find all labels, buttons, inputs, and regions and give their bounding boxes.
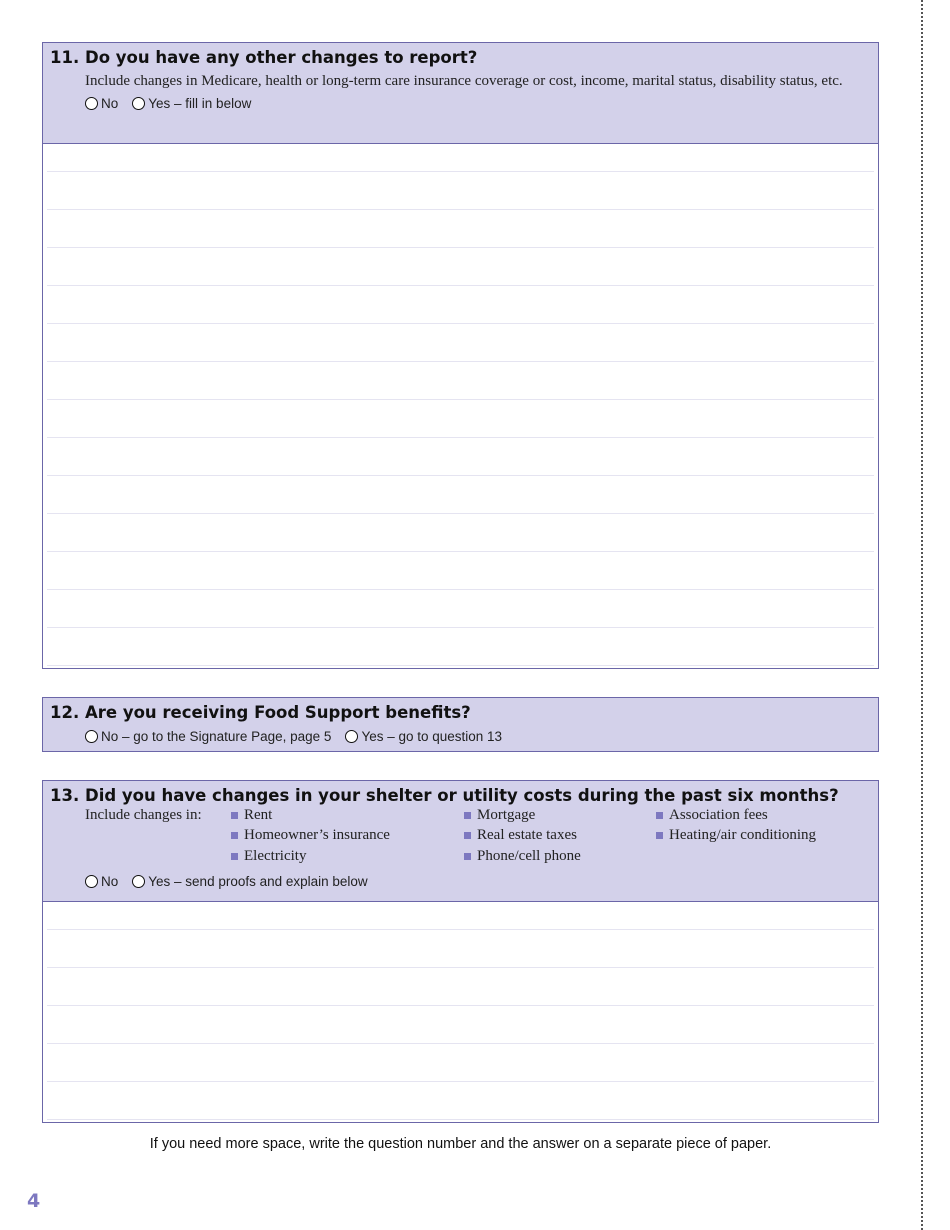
list-item	[656, 827, 816, 844]
option-no[interactable]	[85, 729, 331, 744]
change-types-list	[50, 807, 870, 869]
page-number: 4	[27, 1190, 41, 1212]
option-label: Yes – fill in below	[148, 95, 252, 111]
answer-line[interactable]	[47, 628, 874, 666]
question-11-description: Include changes in Medicare, health or long-term care insurance coverage or cost, income, marital status, disability status, etc.	[85, 73, 843, 89]
perforation-line	[921, 0, 923, 1230]
option-no[interactable]	[85, 96, 118, 111]
list-item	[231, 827, 390, 844]
bullet-square-icon	[231, 853, 238, 860]
answer-line[interactable]	[47, 552, 874, 590]
list-item	[464, 807, 535, 824]
answer-line[interactable]	[47, 286, 874, 324]
bullet-square-icon	[464, 812, 471, 819]
question-13-section	[42, 780, 879, 1123]
question-11-title-row	[50, 47, 870, 69]
footer-note: If you need more space, write the question number and the answer on a separate piece of paper.	[149, 1136, 772, 1152]
answer-line[interactable]	[47, 324, 874, 362]
question-11-options	[85, 91, 870, 115]
list-item	[656, 807, 768, 824]
item-label: Mortgage	[477, 807, 536, 823]
item-label: Electricity	[244, 848, 307, 864]
item-label: Homeowner’s insurance	[244, 827, 390, 843]
bullet-square-icon	[231, 812, 238, 819]
bullet-square-icon	[656, 812, 663, 819]
radio-button[interactable]	[345, 730, 358, 743]
question-11-section	[42, 42, 879, 669]
answer-line[interactable]	[47, 248, 874, 286]
option-yes[interactable]	[345, 729, 502, 744]
question-number: 11.	[50, 48, 80, 67]
question-number: 13.	[50, 786, 80, 805]
item-label: Rent	[244, 807, 273, 823]
answer-line[interactable]	[47, 1006, 874, 1044]
question-13-title-row	[50, 785, 870, 807]
question-12-header	[43, 698, 878, 751]
option-yes[interactable]	[132, 874, 367, 889]
radio-button[interactable]	[132, 97, 145, 110]
list-item	[231, 848, 306, 865]
list-item	[464, 848, 581, 865]
answer-line[interactable]	[47, 438, 874, 476]
bullet-square-icon	[656, 832, 663, 839]
answer-line[interactable]	[47, 476, 874, 514]
option-label: No	[101, 95, 119, 111]
option-label: No – go to the Signature Page, page 5	[101, 728, 332, 744]
question-12-title-row	[50, 702, 870, 724]
question-13-header	[43, 781, 878, 901]
question-13-answer-area[interactable]	[43, 901, 878, 1120]
bullet-square-icon	[231, 832, 238, 839]
question-13-options	[85, 869, 870, 893]
bullet-square-icon	[464, 853, 471, 860]
item-label: Heating/air conditioning	[669, 827, 817, 843]
list-item	[231, 807, 272, 824]
answer-line[interactable]	[47, 400, 874, 438]
option-label: No	[101, 873, 119, 889]
question-title: Are you receiving Food Support benefits?	[85, 703, 471, 722]
answer-line[interactable]	[47, 930, 874, 968]
answer-line[interactable]	[47, 144, 874, 172]
answer-line[interactable]	[47, 172, 874, 210]
answer-line[interactable]	[47, 968, 874, 1006]
option-label: Yes – go to question 13	[361, 728, 503, 744]
answer-line[interactable]	[47, 590, 874, 628]
question-number: 12.	[50, 703, 80, 722]
item-label: Real estate taxes	[477, 827, 577, 843]
question-11-header	[43, 43, 878, 143]
answer-line[interactable]	[47, 210, 874, 248]
option-yes[interactable]	[132, 96, 251, 111]
radio-button[interactable]	[132, 875, 145, 888]
answer-line[interactable]	[47, 362, 874, 400]
answer-line[interactable]	[47, 1082, 874, 1120]
include-label: Include changes in:	[85, 807, 202, 823]
question-12-options	[85, 724, 870, 748]
answer-line[interactable]	[47, 514, 874, 552]
item-label: Phone/cell phone	[477, 848, 581, 864]
radio-button[interactable]	[85, 730, 98, 743]
answer-line[interactable]	[47, 1044, 874, 1082]
option-no[interactable]	[85, 874, 118, 889]
question-title: Do you have any other changes to report?	[85, 48, 478, 67]
item-label: Association fees	[669, 807, 768, 823]
question-12-section	[42, 697, 879, 752]
bullet-square-icon	[464, 832, 471, 839]
question-title: Did you have changes in your shelter or utility costs during the past six months?	[85, 786, 839, 805]
answer-line[interactable]	[47, 902, 874, 930]
option-label: Yes – send proofs and explain below	[148, 873, 368, 889]
radio-button[interactable]	[85, 97, 98, 110]
radio-button[interactable]	[85, 875, 98, 888]
list-item	[464, 827, 577, 844]
question-11-answer-area[interactable]	[43, 143, 878, 666]
